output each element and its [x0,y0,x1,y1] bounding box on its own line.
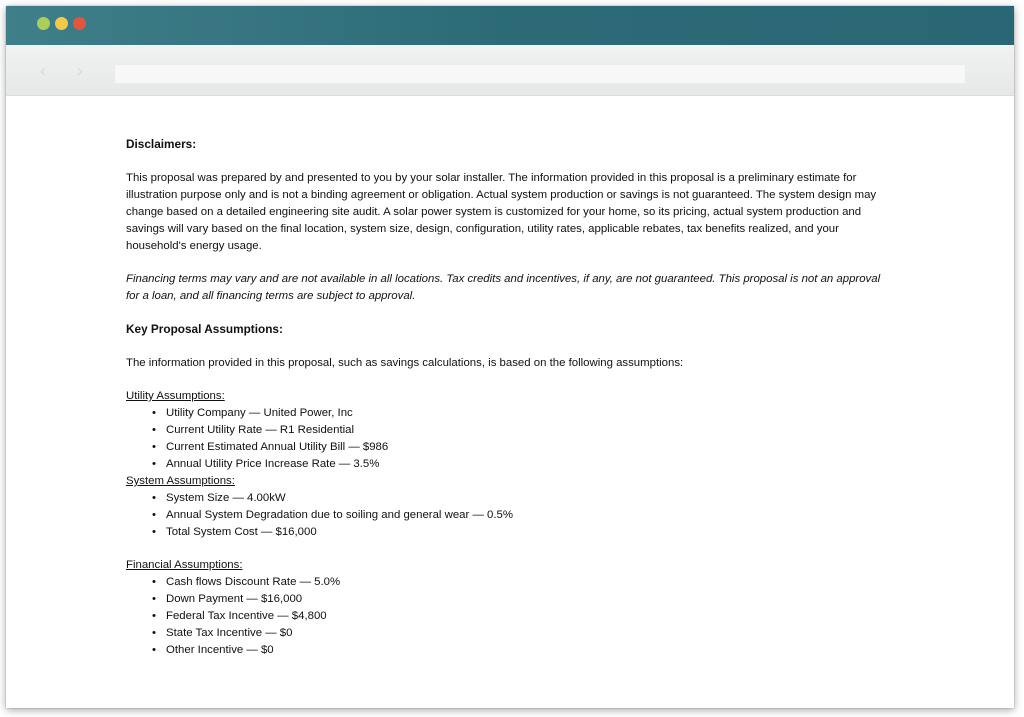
list-item: • State Tax Incentive — $0 [152,625,1014,642]
list-item: • Federal Tax Incentive — $4,800 [152,608,1014,625]
system-assumptions-title: System Assumptions: [126,475,235,487]
page-content [6,96,1014,708]
list-item: • Down Payment — $16,000 [152,591,1014,608]
assumptions-intro: The information provided in this proposal, such as savings calculations, is based on the following assumptions: [126,357,684,369]
list-item: • Total System Cost — $16,000 [152,524,1014,541]
list-item: • Other Incentive — $0 [152,642,1014,659]
financing-disclaimer: Financing terms may vary and are not available in all locations. Tax credits and incentives, if any, are not guaranteed. This proposal is not an approval for a loan, and all financing terms are subject to approval. [126,273,881,302]
utility-assumptions-title: Utility Assumptions: [126,390,225,402]
list-item: • Annual System Degradation due to soiling and general wear — 0.5% [152,507,1014,524]
list-item: • Current Estimated Annual Utility Bill — $986 [152,439,1014,456]
section-spacer [126,541,1014,557]
forward-arrow-icon[interactable]: › [76,61,84,82]
minimize-window-button[interactable] [55,17,68,30]
browser-window [6,6,1014,708]
list-item: • Cash flows Discount Rate — 5.0% [152,574,1014,591]
financial-assumptions-title: Financial Assumptions: [126,559,243,571]
close-window-button[interactable] [73,17,86,30]
financial-assumptions-list [126,574,1014,659]
disclaimers-heading: Disclaimers: [126,137,197,151]
list-item: • Annual Utility Price Increase Rate — 3.5% [152,456,1014,473]
navigation-bar [6,45,1014,96]
list-item: • System Size — 4.00kW [152,490,1014,507]
list-item: • Current Utility Rate — R1 Residential [152,422,1014,439]
back-arrow-icon[interactable]: ‹ [39,61,47,82]
system-assumptions-list [126,490,1014,541]
assumptions-heading: Key Proposal Assumptions: [126,322,283,336]
title-bar [6,6,1014,45]
utility-assumptions-list [126,405,1014,473]
list-item: • Utility Company — United Power, Inc [152,405,1014,422]
address-bar[interactable] [114,64,966,84]
maximize-window-button[interactable] [37,17,50,30]
disclaimer-paragraph: This proposal was prepared by and presented to you by your solar installer. The information provided in this proposal is a preliminary estimate for illustration purpose only and is not a binding agreement or obligation. Actual system production or savings is not guaranteed. The system design may change based on a detailed engineering site audit. A solar power system is customized for your home, so its pricing, actual system production and savings will vary based on the final location, system size, design, configuration, utility rates, applicable rebates, tax benefits realized, and your household's energy usage. [126,172,877,252]
